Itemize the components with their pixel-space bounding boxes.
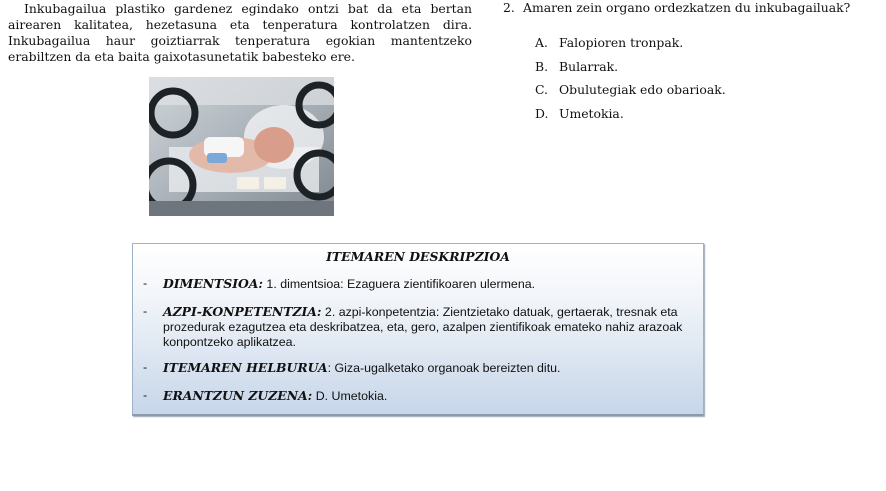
bullet: - bbox=[143, 304, 148, 318]
dimension-text: 1. dimentsioa: Ezaguera zientifikoaren ulermena. bbox=[262, 277, 536, 291]
item-description-box bbox=[132, 243, 704, 416]
answer-label: ERANTZUN ZUZENA: bbox=[163, 388, 313, 403]
option-letter: C. bbox=[535, 82, 548, 98]
goal-label: ITEMAREN HELBURUA bbox=[163, 360, 328, 375]
description-item-dimension bbox=[143, 276, 695, 292]
option-c[interactable] bbox=[535, 82, 726, 106]
option-text: Umetokia. bbox=[559, 105, 624, 121]
option-letter: A. bbox=[535, 35, 548, 50]
option-b[interactable] bbox=[535, 59, 726, 83]
question bbox=[503, 0, 883, 16]
option-text: Obulutegiak edo obarioak. bbox=[559, 82, 726, 98]
description-item-subcompetence bbox=[143, 304, 695, 350]
question-text: Amaren zein organo ordezkatzen du inkubagailuak? bbox=[523, 0, 851, 15]
description-item-goal bbox=[143, 360, 695, 376]
option-letter: B. bbox=[535, 58, 549, 74]
answer-text: D. Umetokia. bbox=[312, 389, 388, 403]
bullet: - bbox=[143, 388, 148, 402]
baby-in-incubator-image bbox=[149, 77, 334, 216]
bullet: - bbox=[143, 360, 148, 374]
intro-paragraph bbox=[8, 1, 472, 65]
answer-options bbox=[535, 35, 726, 129]
option-d[interactable] bbox=[535, 106, 726, 130]
bullet: - bbox=[143, 276, 148, 290]
goal-text: : Giza-ugalketako organoak bereizten ditu. bbox=[327, 361, 561, 375]
intro-text: Inkubagailua plastiko gardenez egindako ontzi bat da eta bertan airearen kalitatea, hezetasuna eta tenperatura kontrolatzen dira. Inkubagailua haur goiztiarrak tenperatura egokian mantentzeko erabiltzen da eta baita gaixotasunetatik babesteko ere. bbox=[8, 1, 472, 64]
description-title: ITEMAREN DESKRIPZIOA bbox=[326, 249, 510, 264]
incubator-photo bbox=[149, 77, 334, 216]
option-letter: D. bbox=[535, 105, 549, 121]
subcompetence-text: 2. azpi-konpetentzia: Zientzietako datuak, gertaerak, tresnak eta prozedurak ezagutzea eta deskribatzea, eta, gero, azalpen zientifikoak emateko nahiz arazoak konpontzeko aplikatzea. bbox=[163, 305, 683, 349]
description-item-answer bbox=[143, 388, 695, 404]
subcompetence-label: AZPI-KONPETENTZIA: bbox=[163, 304, 322, 319]
option-a[interactable] bbox=[535, 35, 726, 59]
option-text: Falopioren tronpak. bbox=[559, 35, 684, 50]
option-text: Bularrak. bbox=[559, 58, 619, 74]
dimension-label: DIMENTSIOA: bbox=[163, 276, 263, 291]
question-number: 2. bbox=[503, 0, 515, 15]
